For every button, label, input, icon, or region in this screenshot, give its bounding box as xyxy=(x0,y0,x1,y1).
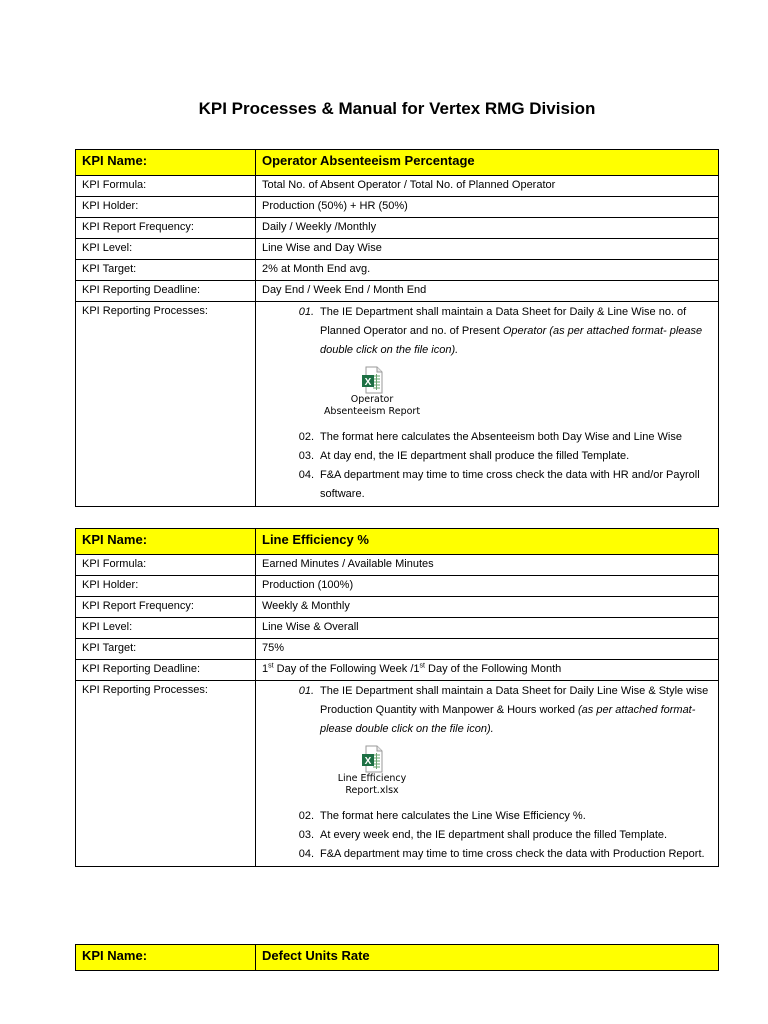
table-row xyxy=(76,218,719,239)
row-value: Daily / Weekly /Monthly xyxy=(256,218,719,239)
step-text: F&A department may time to time cross check the data with Production Report. xyxy=(320,848,705,860)
row-label: KPI Formula: xyxy=(76,176,256,197)
process-steps xyxy=(256,302,719,507)
table-row xyxy=(76,260,719,281)
step-number: 01. xyxy=(298,306,314,318)
kpi-name-row xyxy=(76,945,719,971)
row-label: KPI Reporting Deadline: xyxy=(76,281,256,302)
excel-file-icon xyxy=(361,366,383,394)
step-number: 02. xyxy=(298,431,314,443)
process-step xyxy=(262,466,713,504)
svg-text:X: X xyxy=(364,756,372,767)
step-text: At day end, the IE department shall produce the filled Template. xyxy=(320,450,630,462)
step-number: 04. xyxy=(298,848,314,860)
process-step xyxy=(262,682,713,739)
table-row xyxy=(76,176,719,197)
svg-text:X: X xyxy=(364,377,372,388)
row-value: Earned Minutes / Available Minutes xyxy=(256,555,719,576)
table-row xyxy=(76,660,719,681)
step-text: The format here calculates the Absenteeism both Day Wise and Line Wise xyxy=(320,431,682,443)
row-label: KPI Reporting Deadline: xyxy=(76,660,256,681)
kpi-name-value: Defect Units Rate xyxy=(256,945,719,971)
kpi-name-label: KPI Name: xyxy=(76,150,256,176)
attachment-label: Operator Absenteeism Report xyxy=(323,394,421,417)
row-value: Weekly & Monthly xyxy=(256,597,719,618)
row-value: 75% xyxy=(256,639,719,660)
process-step xyxy=(262,807,713,826)
row-value: Line Wise & Overall xyxy=(256,618,719,639)
row-value: Production (100%) xyxy=(256,576,719,597)
table-row xyxy=(76,239,719,260)
process-step xyxy=(262,303,713,360)
step-text xyxy=(320,682,713,739)
kpi-name-row xyxy=(76,150,719,176)
row-label: KPI Reporting Processes: xyxy=(76,681,256,867)
step-text-italic: (as per attached format- please double click on the file icon). xyxy=(320,704,696,735)
process-row xyxy=(76,681,719,867)
kpi-name-label: KPI Name: xyxy=(76,529,256,555)
row-value: 1st Day of the Following Week /1st Day of the Following Month xyxy=(256,660,719,681)
process-step xyxy=(262,447,713,466)
row-label: KPI Report Frequency: xyxy=(76,218,256,239)
process-step xyxy=(262,428,713,447)
table-row xyxy=(76,597,719,618)
row-label: KPI Reporting Processes: xyxy=(76,302,256,507)
row-label: KPI Level: xyxy=(76,618,256,639)
kpi-table-absenteeism xyxy=(75,149,719,507)
row-label: KPI Holder: xyxy=(76,197,256,218)
row-value: Day End / Week End / Month End xyxy=(256,281,719,302)
attachment-line-efficiency[interactable] xyxy=(312,745,432,797)
row-value: Line Wise and Day Wise xyxy=(256,239,719,260)
step-text: F&A department may time to time cross check the data with HR and/or Payroll software. xyxy=(320,469,700,500)
step-text-italic: Operator (as per attached format- please double click on the file icon). xyxy=(320,325,703,356)
kpi-table-defect-units xyxy=(75,944,719,971)
row-label: KPI Report Frequency: xyxy=(76,597,256,618)
row-value: Production (50%) + HR (50%) xyxy=(256,197,719,218)
step-number: 04. xyxy=(298,469,314,481)
process-step xyxy=(262,826,713,845)
table-row xyxy=(76,197,719,218)
table-row xyxy=(76,555,719,576)
attachment-label: Line Efficiency Report.xlsx xyxy=(337,773,407,796)
table-row xyxy=(76,576,719,597)
row-label: KPI Target: xyxy=(76,260,256,281)
step-text-plain: The IE Department shall maintain a Data Sheet for Daily & Line Wise no. of Planned Operator and no. of Present xyxy=(320,306,687,337)
row-value: 2% at Month End avg. xyxy=(256,260,719,281)
kpi-name-value: Operator Absenteeism Percentage xyxy=(256,150,719,176)
attachment-operator-absenteeism[interactable] xyxy=(312,366,432,418)
page-title: KPI Processes & Manual for Vertex RMG Division xyxy=(198,99,596,118)
step-text: The format here calculates the Line Wise Efficiency %. xyxy=(320,810,586,822)
table-row xyxy=(76,639,719,660)
row-label: KPI Target: xyxy=(76,639,256,660)
process-steps xyxy=(256,681,719,867)
process-step xyxy=(262,845,713,864)
kpi-name-label: KPI Name: xyxy=(76,945,256,971)
kpi-table-line-efficiency xyxy=(75,528,719,867)
step-number: 02. xyxy=(298,810,314,822)
step-number: 01. xyxy=(298,685,314,697)
step-number: 03. xyxy=(298,450,314,462)
excel-file-icon xyxy=(361,745,383,773)
kpi-name-value: Line Efficiency % xyxy=(256,529,719,555)
kpi-name-row xyxy=(76,529,719,555)
row-label: KPI Formula: xyxy=(76,555,256,576)
table-row xyxy=(76,618,719,639)
row-label: KPI Level: xyxy=(76,239,256,260)
row-value: Total No. of Absent Operator / Total No. of Planned Operator xyxy=(256,176,719,197)
process-row xyxy=(76,302,719,507)
table-row xyxy=(76,281,719,302)
row-label: KPI Holder: xyxy=(76,576,256,597)
step-number: 03. xyxy=(298,829,314,841)
step-text xyxy=(320,303,713,360)
step-text-plain: The IE Department shall maintain a Data Sheet for Daily Line Wise & Style wise Production Quantity with Manpower & Hours worked xyxy=(320,685,709,716)
step-text: At every week end, the IE department shall produce the filled Template. xyxy=(320,829,668,841)
